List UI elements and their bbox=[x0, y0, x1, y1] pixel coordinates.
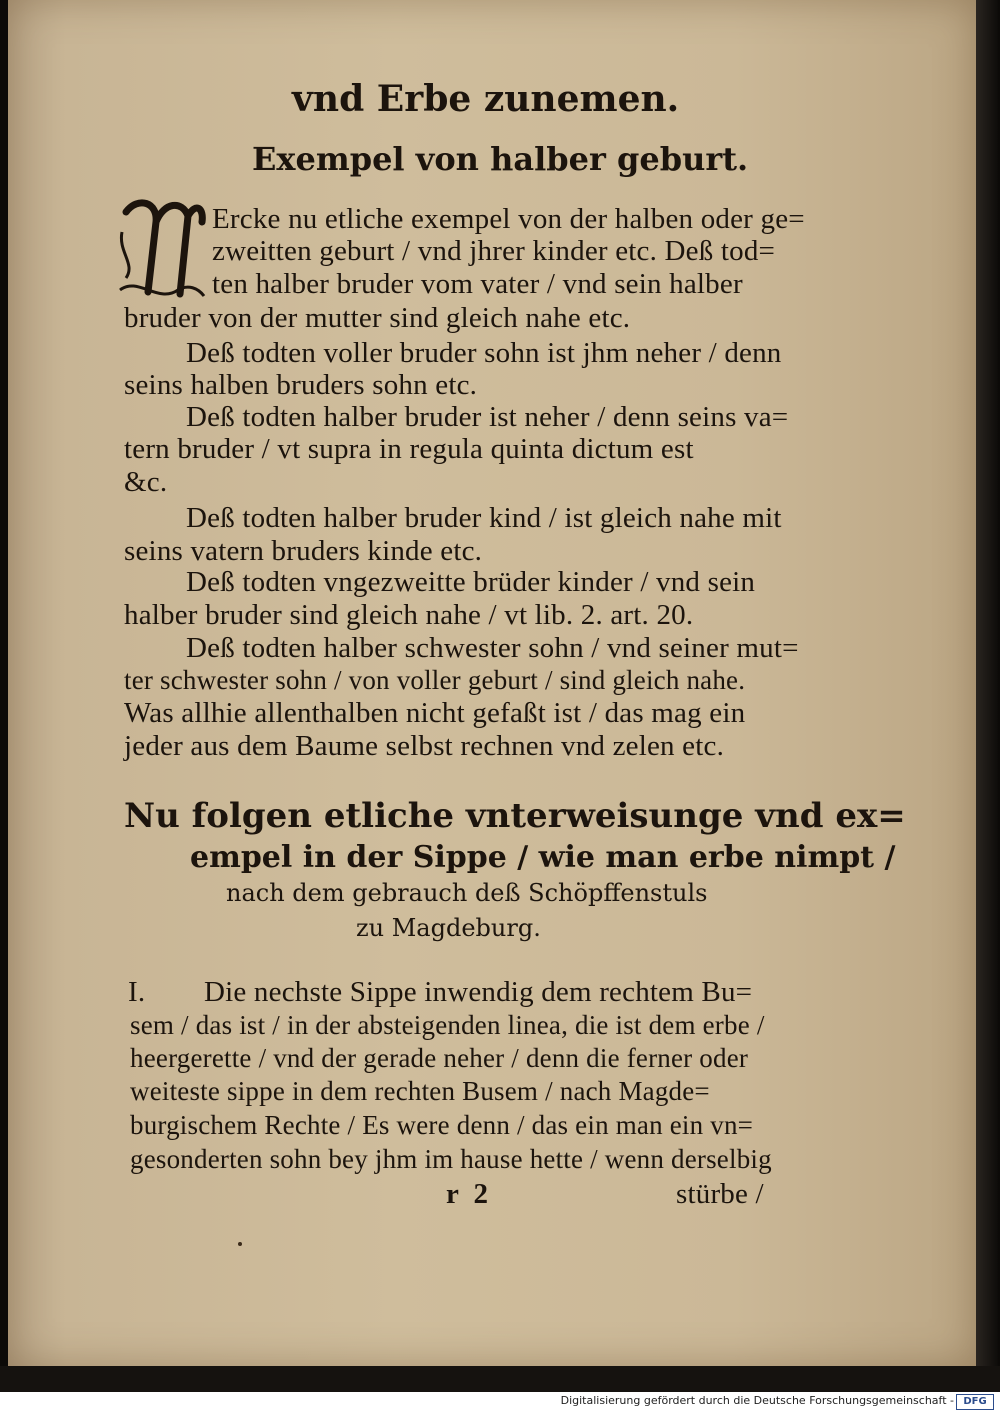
para5-line2: halber bruder sind gleich nahe / vt lib. 2. art. 20. bbox=[124, 599, 694, 631]
heading2-line3: nach dem gebrauch deß Schöpffenstuls bbox=[226, 879, 708, 907]
heading2-line2: empel in der Sippe / wie man erbe nimpt / bbox=[190, 840, 896, 875]
para4-line2: seins vatern bruders kinde etc. bbox=[124, 535, 483, 567]
page-edge-shadow bbox=[976, 0, 998, 1366]
catchword: stürbe / bbox=[676, 1178, 764, 1210]
para6-line1: Deß todten halber schwester sohn / vnd seiner mut= bbox=[186, 632, 799, 664]
scan-bottom-band bbox=[0, 1366, 1000, 1392]
heading2-line4: zu Magdeburg. bbox=[356, 914, 541, 942]
para7-line2: sem / das ist / in der absteigenden linea, die ist dem erbe / bbox=[130, 1010, 765, 1040]
para5-line1: Deß todten vngezweitte brüder kinder / vnd sein bbox=[186, 566, 756, 598]
para7-line3: heergerette / vnd der gerade neher / denn die ferner oder bbox=[130, 1043, 749, 1073]
header-line: vnd Erbe zunemen. bbox=[292, 78, 680, 120]
para6-line3: Was allhie allenthalben nicht gefaßt ist / das mag ein bbox=[124, 697, 746, 729]
footer-credit: Digitalisierung gefördert durch die Deutsche Forschungsgemeinschaft - bbox=[560, 1394, 954, 1407]
para3-line1: Deß todten halber bruder ist neher / denn seins va= bbox=[186, 401, 789, 433]
para3-line3: &c. bbox=[124, 466, 168, 498]
para2-line2: seins halben bruders sohn etc. bbox=[124, 369, 478, 401]
para1-line2: zweitten geburt / vnd jhrer kinder etc. Deß tod= bbox=[212, 235, 776, 267]
heading2-line1: Nu folgen etliche vnterweisunge vnd ex= bbox=[124, 796, 906, 836]
para4-line1: Deß todten halber bruder kind / ist gleich nahe mit bbox=[186, 502, 782, 534]
para6-line2: ter schwester sohn / von voller geburt / sind gleich nahe. bbox=[124, 665, 746, 695]
section-title: Exempel von halber geburt. bbox=[252, 140, 749, 178]
para2-line1: Deß todten voller bruder sohn ist jhm neher / denn bbox=[186, 337, 782, 369]
para7-line1: Die nechste Sippe inwendig dem rechtem Bu= bbox=[204, 976, 753, 1008]
dfg-logo-icon: DFG bbox=[956, 1394, 994, 1410]
para1-line4: bruder von der mutter sind gleich nahe etc. bbox=[124, 302, 631, 334]
para3-line2: tern bruder / vt supra in regula quinta dictum est bbox=[124, 433, 694, 465]
numbered-marker: I. bbox=[128, 976, 146, 1008]
signature-mark: r 2 bbox=[446, 1178, 489, 1210]
para7-line6: gesonderten sohn bey jhm im hause hette / wenn derselbig bbox=[130, 1144, 772, 1174]
decorative-initial-m bbox=[118, 192, 206, 304]
ink-speck bbox=[238, 1242, 242, 1246]
para7-line5: burgischem Rechte / Es were denn / das ein man ein vn= bbox=[130, 1110, 754, 1140]
para6-line4: jeder aus dem Baume selbst rechnen vnd zelen etc. bbox=[124, 730, 725, 762]
para7-line4: weiteste sippe in dem rechten Busem / nach Magde= bbox=[130, 1076, 710, 1106]
para1-line3: ten halber bruder vom vater / vnd sein halber bbox=[212, 268, 743, 300]
para1-line1: Ercke nu etliche exempel von der halben oder ge= bbox=[212, 203, 805, 235]
